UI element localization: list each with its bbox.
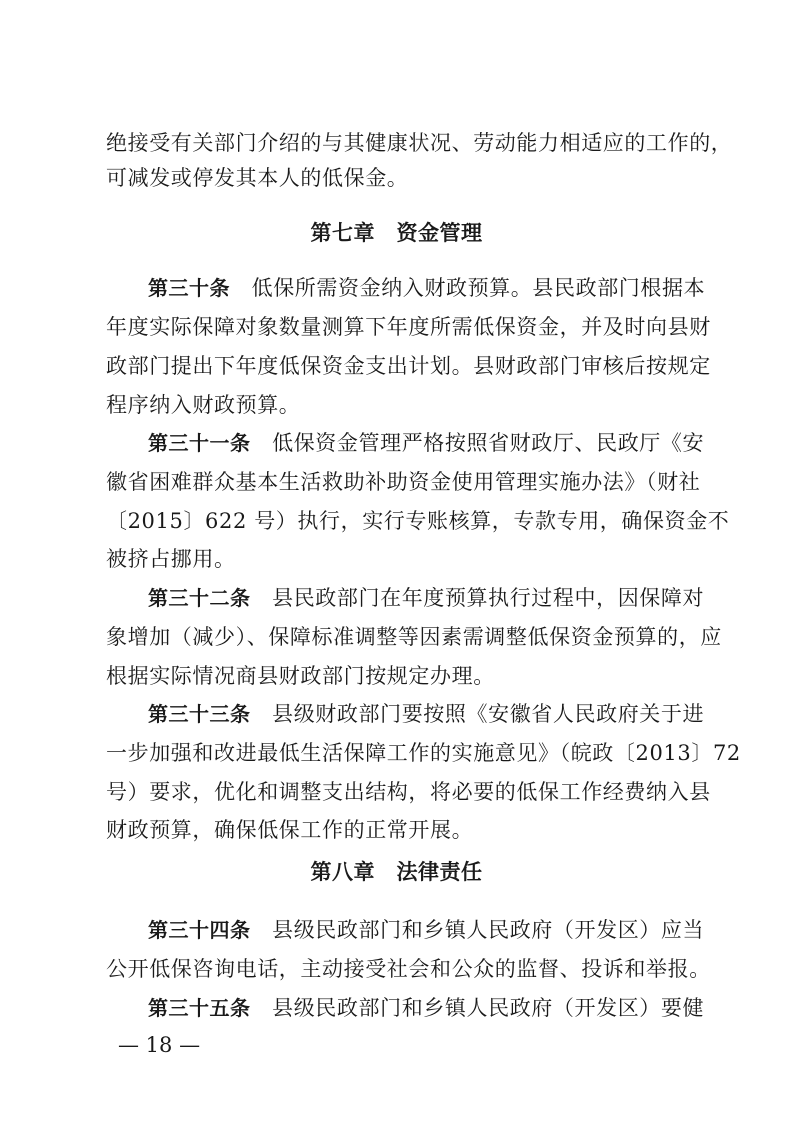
chapter-heading: 第八章 法律责任 [310,860,483,884]
paragraph-line: 一步加强和改进最低生活保障工作的实施意见》（皖政〔2013〕72 [106,741,741,765]
article-text: 低保所需资金纳入财政预算。县民政部门根据本 [251,276,706,300]
article-text: 县民政部门在年度预算执行过程中，因保障对 [272,586,705,610]
paragraph-line: 根据实际情况商县财政部门按规定办理。 [106,664,495,688]
paragraph-line: 号）要求，优化和调整支出结构，将必要的低保工作经费纳入县 [106,780,711,804]
article-text: 低保资金管理严格按照省财政厅、民政厅《安 [272,431,705,455]
article-label: 第三十条 [148,276,230,300]
article-line [148,914,705,946]
article-label: 第三十一条 [148,431,251,455]
paragraph-line: 财政预算，确保低保工作的正常开展。 [106,818,474,842]
paragraph-line: 被挤占挪用。 [106,547,236,571]
paragraph-line: 徽省困难群众基本生活救助补助资金使用管理实施办法》（财社 [106,470,701,494]
article-text: 县级财政部门要按照《安徽省人民政府关于进 [272,702,705,726]
article-line [148,272,706,304]
paragraph-line: 程序纳入财政预算。 [106,393,301,417]
paragraph-line: 可减发或停发其本人的低保金。 [106,166,409,190]
article-line [148,698,705,730]
paragraph-line: 政部门提出下年度低保资金支出计划。县财政部门审核后按规定 [106,354,711,378]
paragraph-line: 〔2015〕622 号）执行，实行专账核算，专款专用，确保资金不 [106,509,730,533]
paragraph-line: 公开低保咨询电话，主动接受社会和公众的监督、投诉和举报。 [106,957,711,981]
article-label: 第三十五条 [148,996,251,1020]
page-number: — 18 — [118,1033,201,1057]
article-line [148,992,705,1024]
paragraph-line: 年度实际保障对象数量测算下年度所需低保资金，并及时向县财 [106,315,711,339]
article-line [148,427,705,459]
paragraph-line: 绝接受有关部门介绍的与其健康状况、劳动能力相适应的工作的， [106,131,733,155]
article-text: 县级民政部门和乡镇人民政府（开发区）要健 [272,996,705,1020]
article-label: 第三十三条 [148,702,251,726]
article-text: 县级民政部门和乡镇人民政府（开发区）应当 [272,918,705,942]
chapter-heading: 第七章 资金管理 [310,221,483,245]
article-label: 第三十四条 [148,918,251,942]
paragraph-line: 象增加（减少）、保障标准调整等因素需调整低保资金预算的，应 [106,625,722,649]
article-label: 第三十二条 [148,586,251,610]
article-line [148,582,705,614]
